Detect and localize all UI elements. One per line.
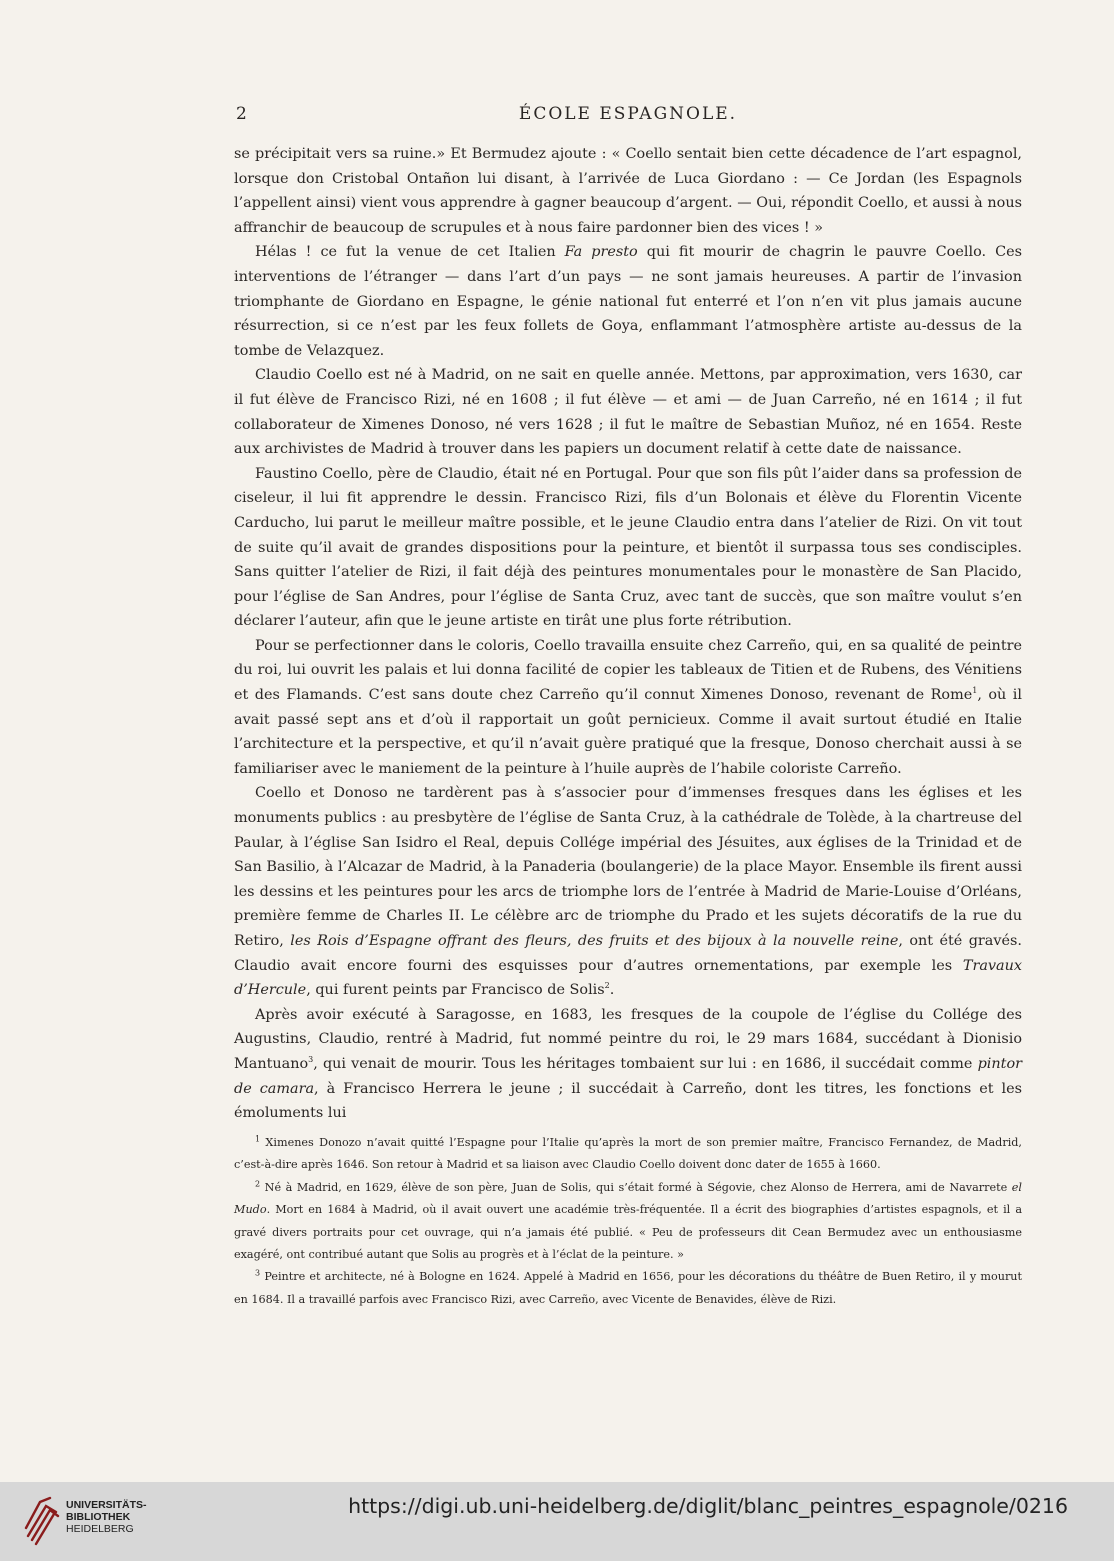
body-text: [234, 142, 1022, 1126]
footnote-text: Ximenes Donozo n’avait quitté l’Espagne pour l’Italie qu’après la mort de son premier maître, Francisco Fernandez, de Madrid, c’est-à-dire après 1646. Son retour à Madrid et sa liaison avec Claudio Coello doivent donc dater de 1655 à 1660.: [234, 1136, 1022, 1172]
page-header: [232, 104, 1024, 130]
italic-title: Travaux d’Hercule: [234, 957, 1022, 999]
paragraph-3: [234, 363, 1022, 461]
footnote-text: Né à Madrid, en 1629, élève de son père, Juan de Solis, qui s’était formé à Ségovie, chez Alonso de Herrera, ami de Navarrete: [260, 1180, 1012, 1194]
paragraph-6: [234, 781, 1022, 1002]
paragraph-text: qui fit mourir de chagrin le pauvre Coello. Ces interventions de l’étranger — dans l’art d’un pays — ne sont jamais heureuses. A partir de l’invasion triomphante de Giordano en Espagne, le génie national fut enterré et l’on n’en vit plus jamais aucune résurrection, si ce n’est par les feux follets de Goya, enflammant l’atmosphère artiste au-dessus de la tombe de Velazquez.: [234, 244, 1022, 359]
footnote-2: [234, 1177, 1022, 1267]
paragraph-text: , qui furent peints par Francisco de Solis: [306, 982, 605, 999]
paragraph-text: Hélas ! ce fut la venue de cet Italien: [255, 244, 565, 261]
italic-title: les Rois d’Espagne offrant des fleurs, des fruits et des bijoux à la nouvelle reine: [290, 933, 899, 949]
footnote-marker: 1: [255, 1134, 261, 1144]
library-name[interactable]: [66, 1499, 147, 1535]
paragraph-text: Claudio Coello est né à Madrid, on ne sait en quelle année. Mettons, par approximation, vers 1630, car il fut élève de Francisco Rizi, né en 1608 ; il fut élève — et ami — de Juan Carreño, né en 1614 ; il fut collaborateur de Ximenes Donoso, né vers 1628 ; il fut le maître de Sebastian Muñoz, né en 1654. Reste aux archivistes de Madrid à trouver dans les papiers un document relatif à cette date de naissance.: [234, 367, 1022, 458]
library-name-line: UNIVERSITÄTS-: [66, 1499, 147, 1511]
footnote-ref-1[interactable]: 1: [972, 686, 978, 696]
paragraph-2: [234, 240, 1022, 363]
library-name-line: HEIDELBERG: [66, 1523, 134, 1535]
university-library-logo-icon[interactable]: [22, 1492, 62, 1546]
running-title: ÉCOLE ESPAGNOLE.: [518, 104, 738, 124]
paragraph-text: Coello et Donoso ne tardèrent pas à s’associer pour d’immenses fresques dans les églises et les monuments publics : au presbytère de l’église de Santa Cruz, à la cathédrale de Tolède, à la chartreuse del Paular, à l’église San Isidro el Real, depuis Collége impérial des Jésuites, aux églises de la Trinidad et de San Basilio, à l’Alcazar de Madrid, à la Panaderia (boulangerie) de la place Mayor. Ensemble ils firent aussi les dessins et les peintures pour les arcs de triomphe lors de l’entrée à Madrid de Marie-Louise d’Orléans, première femme de Charles II. Le célèbre arc de triomphe du Prado et les sujets décoratifs de la rue du Retiro,: [234, 785, 1022, 949]
paragraph-1: [234, 142, 1022, 240]
footnote-text: Peintre et architecte, né à Bologne en 1624. Appelé à Madrid en 1656, pour les décorations du théâtre de Buen Retiro, il y mourut en 1684. Il a travaillé parfois avec Francisco Rizi, avec Carreño, avec Vicente de Benavides, élève de Rizi.: [234, 1270, 1022, 1306]
paragraph-text: Pour se perfectionner dans le coloris, Coello travailla ensuite chez Carreño, qui, en sa qualité de peintre du roi, lui ouvrit les palais et lui donna facilité de copier les tableaux de Titien et de Rubens, des Vénitiens et des Flamands. C’est sans doute chez Carreño qu’il connut Ximenes Donoso, revenant de Rome: [234, 637, 1022, 704]
paragraph-5: [234, 634, 1022, 782]
footnote-ref-2[interactable]: 2: [604, 981, 610, 991]
paragraph-text: , à Francisco Herrera le jeune ; il succédait à Carreño, dont les titres, les fonctions et les émoluments lui: [234, 1080, 1022, 1122]
footnote-marker: 3: [255, 1268, 261, 1278]
footnote-marker: 2: [255, 1179, 261, 1189]
viewer-footer: [0, 1482, 1114, 1561]
paragraph-7: [234, 1003, 1022, 1126]
paragraph-text: .: [609, 982, 615, 999]
paragraph-text: , où il avait passé sept ans et d’où il rapportait un goût pernicieux. Comme il avait surtout étudié en Italie l’architecture et la perspective, et qu’il n’avait guère pratiqué que la fresque, Donoso cherchait aussi à se familiariser avec le maniement de la peinture à l’huile auprès de l’habile coloriste Carreño.: [234, 687, 1022, 777]
paragraph-text: se précipitait vers sa ruine.» Et Bermudez ajoute : « Coello sentait bien cette décadence de l’art espagnol, lorsque don Cristobal Ontañon lui disant, à l’arrivée de Luca Giordano : — Ce Jordan (les Espagnols l’appellent ainsi) vient vous apprendre à gagner beaucoup d’argent. — Oui, répondit Coello, et aussi à nous affranchir de beaucoup de scrupules et à nous faire pardonner bien des vices ! »: [234, 146, 1022, 236]
paragraph-4: [234, 462, 1022, 634]
paragraph-text: , ont été gravés. Claudio avait encore fourni des esquisses pour d’autres ornementations, par exemple les: [234, 933, 1022, 974]
library-name-line: BIBLIOTHEK: [66, 1511, 131, 1523]
paragraph-text: Faustino Coello, père de Claudio, était né en Portugal. Pour que son fils pût l’aider dans sa profession de ciseleur, il lui fit apprendre le dessin. Francisco Rizi, fils d’un Bolonais et élève du Florentin Vicente Carducho, lui parut le meilleur maître possible, et le jeune Claudio entra dans l’atelier de Rizi. On vit tout de suite qu’il avait de grandes dispositions pour la peinture, et bientôt il surpassa tous ses condisciples. Sans quitter l’atelier de Rizi, il fait déjà des peintures monumentales pour le monastère de San Placido, pour l’église de San Andres, pour l’église de Santa Cruz, avec tant de succès, que son maître voulut s’en déclarer l’auteur, afin que le jeune artiste en tirât une plus forte rétribution.: [234, 465, 1022, 630]
page-url-link[interactable]: https://digi.ub.uni-heidelberg.de/diglit/blanc_peintres_espagnole/0216: [348, 1494, 1068, 1518]
italic-term: Fa presto: [564, 244, 638, 261]
italic-term: pintor de camara: [234, 1055, 1022, 1097]
page-number: 2: [236, 104, 248, 124]
paragraph-text: Après avoir exécuté à Saragosse, en 1683, les fresques de la coupole de l’église du Collége des Augustins, Claudio, rentré à Madrid, fut nommé peintre du roi, le 29 mars 1684, succédant à Dionisio Mantuano: [234, 1006, 1022, 1072]
paragraph-text: , qui venait de mourir. Tous les héritages tombaient sur lui : en 1686, il succédait comme: [313, 1055, 978, 1072]
footnote-1: [234, 1132, 1022, 1177]
footnotes: [234, 1132, 1022, 1311]
italic-term: el Mudo: [234, 1180, 1022, 1217]
footnote-3: [234, 1266, 1022, 1311]
footnote-ref-3[interactable]: 3: [308, 1055, 314, 1065]
footnote-text: . Mort en 1684 à Madrid, où il avait ouvert une académie très-fréquentée. Il a écrit des biographies d’artistes espagnols, et il a gravé divers portraits pour cet ouvrage, qui n’a jamais été publié. « Peu de professeurs dit Cean Bermudez avec un enthousiasme exagéré, ont contribué autant que Solis au progrès et à l’éclat de la peinture. »: [234, 1203, 1022, 1262]
